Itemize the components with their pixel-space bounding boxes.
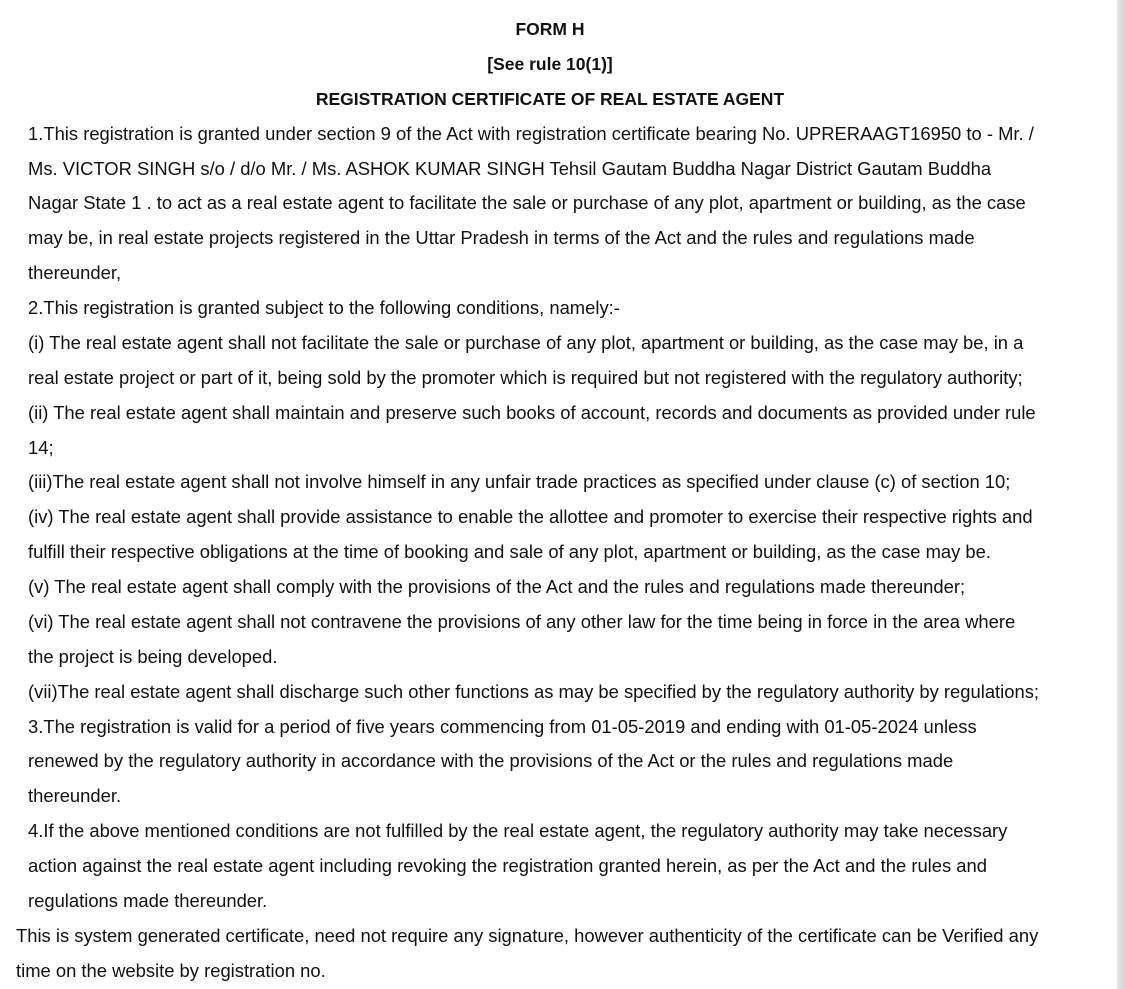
document-text-line: 1.This registration is granted under section 9 of the Act with registration certificate bearing No. UPRERAAGT16950 to - Mr. / [28,122,1034,144]
certificate-heading: REGISTRATION CERTIFICATE OF REAL ESTATE AGENT [315,89,785,109]
document-text-line: may be, in real estate projects registered in the Uttar Pradesh in terms of the Act and the rules and regulations made [28,227,975,249]
document-text-line: (vi) The real estate agent shall not contravene the provisions of any other law for the time being in force in the area where [28,610,1016,632]
document-text-line: fulfill their respective obligations at the time of booking and sale of any plot, apartment or building, as the case may be. [28,541,991,563]
document-text-line: renewed by the regulatory authority in accordance with the provisions of the Act or the rules and regulations made [28,750,954,772]
document-text-line: real estate project or part of it, being sold by the promoter which is required but not registered with the regulatory authority; [28,366,1023,388]
document-text-line: (iv) The real estate agent shall provide assistance to enable the allottee and promoter to exercise their respective rights and [28,506,1033,528]
document-text-line: (iii)The real estate agent shall not involve himself in any unfair trade practices as specified under clause (c) of section 10; [28,471,1011,493]
form-title: FORM H [515,19,585,39]
document-text-line: (i) The real estate agent shall not facilitate the sale or purchase of any plot, apartment or building, as the case may be, in a [28,331,1024,353]
document-text-line: thereunder, [28,262,122,284]
document-text-line: the project is being developed. [28,645,278,667]
document-text-line: regulations made thereunder. [28,890,268,911]
footer-note-line: time on the website by registration no. [16,959,326,981]
document-text-line: (vii)The real estate agent shall discharge such other functions as may be specified by the regulatory authority by regulations; [28,680,1040,702]
document-text-line: 4.If the above mentioned conditions are not fulfilled by the real estate agent, the regulatory authority may take necessary [28,820,1008,842]
rule-reference: [See rule 10(1)] [487,54,613,74]
document-text-line: Ms. VICTOR SINGH s/o / d/o Mr. / Ms. ASHOK KUMAR SINGH Tehsil Gautam Buddha Nagar District Gautam Buddha [28,157,992,179]
document-text-line: 2.This registration is granted subject to the following conditions, namely:- [28,297,620,319]
document-text-line: 14; [28,436,54,458]
document-text-line: (v) The real estate agent shall comply with the provisions of the Act and the rules and regulations made thereunder; [28,576,966,598]
document-text-line: thereunder. [28,785,122,807]
document-text-line: (ii) The real estate agent shall maintain and preserve such books of account, records and documents as provided under rule [28,401,1036,423]
scrollbar-track[interactable] [1117,0,1125,989]
document-text-line: 3.The registration is valid for a period of five years commencing from 01-05-2019 and ending with 01-05-2024 unless [28,715,977,737]
footer-note-line: This is system generated certificate, need not require any signature, however authenticity of the certificate can be Verified any [16,924,1039,946]
document-text-line: Nagar State 1 . to act as a real estate agent to facilitate the sale or purchase of any plot, apartment or building, as the case [28,192,1026,214]
document-text-line: action against the real estate agent including revoking the registration granted herein, as per the Act and the rules and [28,855,987,877]
